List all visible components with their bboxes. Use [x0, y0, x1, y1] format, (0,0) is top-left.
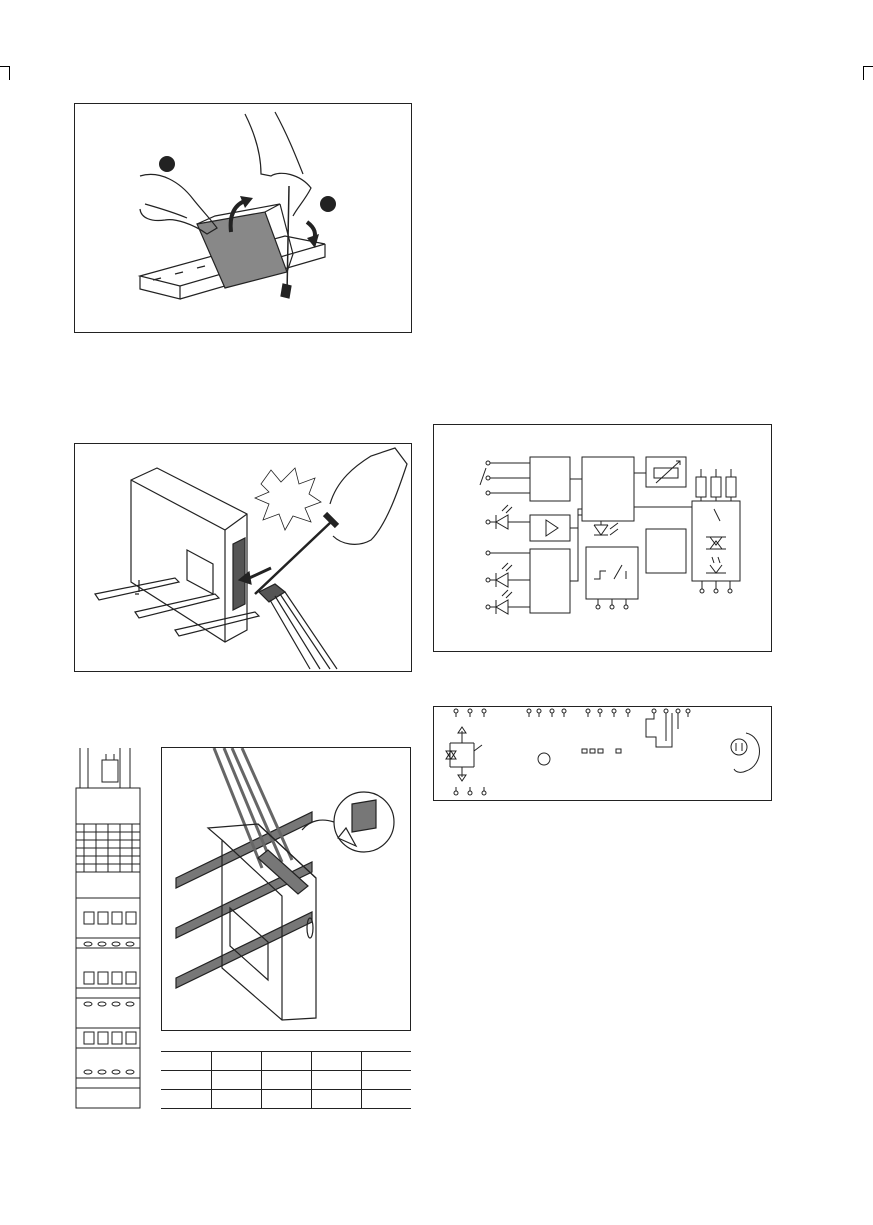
- table-row: [161, 1052, 411, 1071]
- spark-burst-icon: [255, 468, 321, 530]
- table-cell: [161, 1090, 211, 1109]
- crop-mark-top: [0, 65, 873, 67]
- front-panel-diagram: [434, 707, 771, 800]
- block-diagram: [434, 425, 771, 651]
- table-row: [161, 1071, 411, 1090]
- table-cell: [211, 1071, 261, 1090]
- crop-mark-right-vertical: [863, 66, 864, 80]
- table-cell: [161, 1071, 211, 1090]
- table-cell: [361, 1052, 411, 1071]
- figure-mounting-on-rail: [74, 103, 412, 333]
- table-cell: [311, 1071, 361, 1090]
- crop-mark-right: [863, 66, 873, 67]
- callout-detail-icon: [352, 800, 376, 832]
- step-marker-icon: [159, 156, 175, 172]
- spec-table: [161, 1051, 411, 1109]
- table-cell: [161, 1052, 211, 1071]
- terminal-row-top: [454, 709, 690, 717]
- table-row: [161, 1090, 411, 1109]
- step-marker-icon: [320, 196, 336, 212]
- table-cell: [211, 1090, 261, 1109]
- table-cell: [211, 1052, 261, 1071]
- module-side-illustration: [74, 748, 146, 1110]
- mounting-illustration: [75, 104, 411, 332]
- led-indicator-icon: [538, 753, 550, 765]
- table-cell: [361, 1090, 411, 1109]
- terminal-row-bottom: [454, 787, 486, 795]
- rail-mount-illustration: [162, 748, 410, 1030]
- figure-block-diagram: [433, 424, 772, 652]
- table-cell: [261, 1071, 311, 1090]
- table-cell: [311, 1090, 361, 1109]
- figure-rail-mount: [161, 747, 411, 1031]
- table-cell: [261, 1090, 311, 1109]
- table-cell: [261, 1052, 311, 1071]
- table-cell: [311, 1052, 361, 1071]
- module-side-view: [74, 748, 146, 1110]
- potentiometer-dial-icon: [731, 733, 760, 772]
- wiring-illustration: [75, 444, 411, 671]
- figure-front-panel: [433, 706, 772, 801]
- table-cell: [361, 1071, 411, 1090]
- crop-mark-left-vertical: [9, 66, 10, 80]
- relay-symbol-icon: [446, 727, 482, 781]
- figure-wiring: [74, 443, 412, 672]
